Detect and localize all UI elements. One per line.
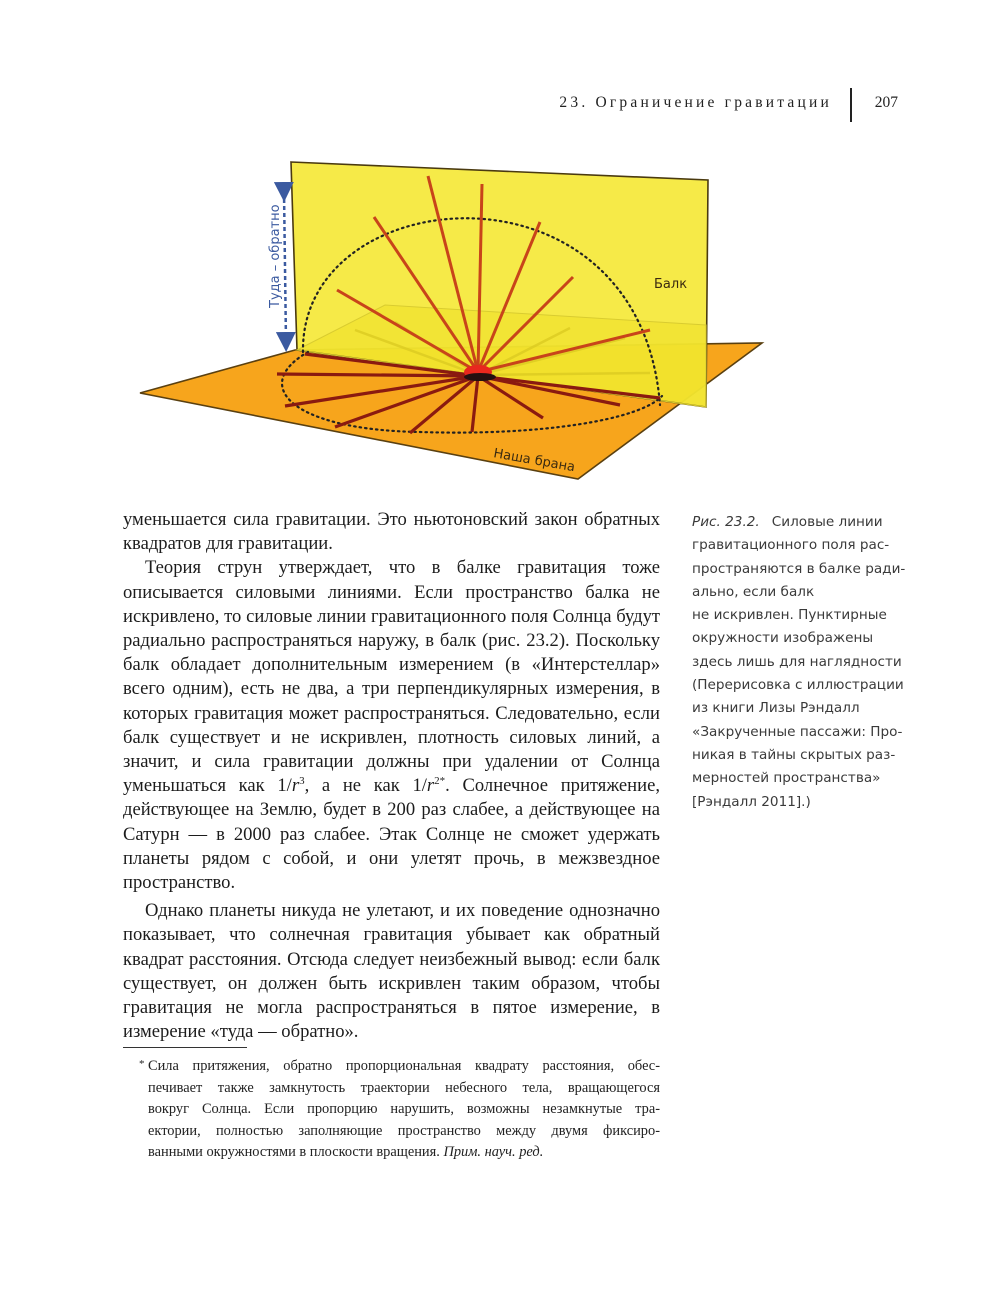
footnote-marker: * — [139, 1058, 145, 1070]
bulk-brane-diagram — [0, 140, 1000, 510]
caption-line: [Рэндалл 2011].) — [692, 793, 811, 810]
figure-23-2 — [0, 140, 1000, 510]
brane-label: Наша брана — [492, 446, 577, 476]
caption-line: «Закрученные пассажи: Про- — [692, 723, 903, 740]
footnote-line: ванными окружностями в плоскости вращения. Прим. науч. ред. — [148, 1144, 544, 1161]
paragraph-1: уменьшается сила гравитации. Это ньютоновский закон обратных квадратов для гравитации. — [123, 509, 660, 555]
paragraph-3: Однако планеты никуда не улетают, и их поведение однозначно показывает, что солнечная гравитация убывает как обратный квадрат расстояния. Отсюда следует неизбежный вывод: если балк существует, он должен быть искривлен таким образом, чтобы гравитация не могла распространяться в пятое измерение, в измерение «туда — обратно». — [123, 900, 660, 1043]
brane-field-line — [277, 374, 478, 376]
chapter-title: 23. Ограничение гравитации — [559, 94, 832, 111]
figure-caption — [692, 511, 906, 814]
editor-note: Прим. науч. ред. — [443, 1144, 544, 1161]
caption-line: окружности изображены — [692, 630, 874, 647]
vertical-axis-label: Туда – обратно — [268, 204, 283, 308]
caption-line: здесь лишь для наглядности — [692, 653, 902, 670]
caption-label: Рис. 23.2. — [692, 514, 760, 530]
caption-line: из книги Лизы Рэндалл — [692, 700, 860, 717]
caption-line: не искривлен. Пунктирные — [692, 607, 887, 624]
caption-line: мерностей пространства» — [692, 770, 881, 787]
paragraph-2: Теория струн утверждает, что в балке гравитация тоже описывается силовыми линиями. Если пространство балка не искривлено, то силовые линии гравитационного поля Солнца будут радиально распространяться наружу, в балк (рис. 23.2). Поскольку балк обладает дополнительным измерением (в «Интерстеллар» всего одним), есть не два, а три перпендикулярных измерения, в которых гравитация может распространяться. Следовательно, если балк существует и не искривлен, плотность силовых линий, а значит, и сила гравитации должны при удалении от Солнца уменьшаться как $1/r^3$, а не как $1/r^{2*}$. Солнечное притяжение, действующее на Землю, будет в 200 раз слабее, а действующее на Сатурн — в 2000 раз слабее. Этак Солнце не сможет удержать планеты рядом с собой, и они улетят прочь, в межзвездное пространство. — [123, 557, 660, 894]
running-head — [520, 92, 900, 124]
footnote-line: вокруг Солнца. Если пропорцию нарушить, возможны незамкнутые тра- — [148, 1101, 660, 1118]
header-divider — [850, 88, 852, 122]
footnote — [139, 1056, 660, 1164]
vertical-axis-arrow — [284, 192, 286, 342]
caption-line: Рис. 23.2. Силовые линии — [692, 514, 883, 530]
footnote-divider — [123, 1047, 247, 1048]
caption-line: никая в тайны скрытых раз- — [692, 746, 896, 763]
caption-line: ально, если балк — [692, 583, 815, 600]
caption-line: (Перерисовка с иллюстрации — [692, 677, 904, 694]
page-number: 207 — [874, 94, 898, 111]
sun — [464, 373, 496, 381]
bulk-label: Балк — [654, 277, 688, 292]
caption-line: пространяются в балке ради- — [692, 560, 906, 577]
footnote-line: Сила притяжения, обратно пропорциональная квадрату расстояния, обес- — [148, 1058, 660, 1074]
body-text — [123, 508, 660, 1044]
caption-line: гравитационного поля рас- — [692, 537, 890, 554]
footnote-line: печивает также замкнутость траектории небесного тела, вращающегося — [148, 1079, 660, 1096]
footnote-line: ектории, полностью заполняющие пространство между двумя фиксиро- — [148, 1122, 660, 1139]
